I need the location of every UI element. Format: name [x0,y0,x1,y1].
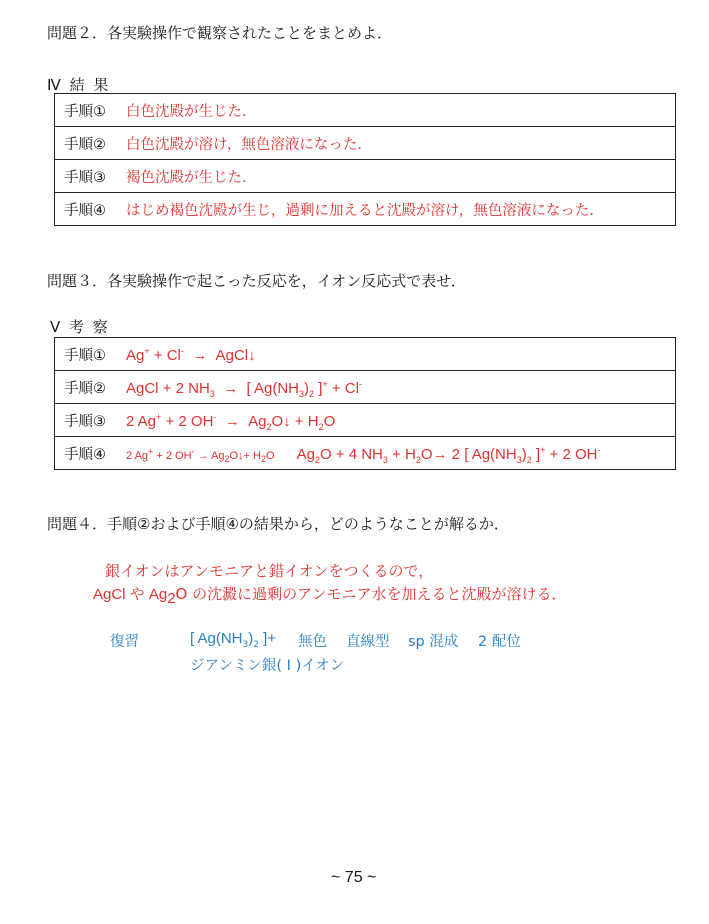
table-row [55,127,676,160]
result-text: 褐色沈殿が生じた． [126,169,257,186]
page-number: ~ 75 ~ [331,869,377,886]
review-item-colorless: 無色 [298,634,327,650]
step-label: 手順④ [64,202,106,219]
equation-3: 2 Ag+ + 2 $OH^- \to Ag_2O↓ + H_2O$ [126,411,336,432]
equation-1: Ag+ + Cl- → AgCl↓ [126,345,256,364]
review-label: 復習 [110,634,139,650]
review-item-sp: sp 混成 [408,634,459,650]
table-row [55,193,676,226]
step-label: 手順① [64,347,106,364]
discussion-table [54,337,676,470]
result-text: 白色沈殿が生じた． [126,103,257,120]
step-label: 手順② [64,380,106,397]
equation-4b: $Ag_2O + 4$ $NH_3 + H_2O\to 2$ [ $Ag(NH_3)_2$ ]+ + 2 OH- [296,444,601,465]
results-heading: Ⅳ 結 果 [47,76,111,94]
answer-line-1: 銀イオンはアンモニアと錯イオンをつくるので， [105,562,434,580]
result-text: 白色沈殿が溶け，無色溶液になった． [126,136,372,153]
table-row [55,371,676,404]
table-row [55,437,676,470]
question-3: 問題３．各実験操作で起こった反応を，イオン反応式で表せ． [47,272,466,290]
step-label: 手順③ [64,413,106,430]
table-row [55,94,676,127]
table-row [55,338,676,371]
review-item-linear: 直線型 [346,634,390,650]
step-label: 手順③ [64,169,106,186]
review-item-coordination: 2 配位 [478,634,521,650]
table-row [55,160,676,193]
question-4: 問題４．手順②および手順④の結果から，どのようなことが解るか． [47,515,509,533]
step-label: 手順① [64,103,106,120]
review-ion-name: ジアンミン銀( I )イオン [190,658,345,674]
equation-4a: 2 Ag+ + 2 $OH^- \to Ag_2O↓+ H_2O$ [126,445,275,464]
table-row [55,404,676,437]
result-text: はじめ褐色沈殿が生じ，過剰に加えると沈殿が溶け，無色溶液になった． [126,202,604,219]
discussion-heading: Ⅴ 考 察 [50,318,110,336]
answer-line-2: AgCl や $Ag_2O$ の沈澱に過剰のアンモニア水を加えると沈殿が溶ける． [93,585,567,607]
results-table [54,93,676,226]
question-2: 問題２．各実験操作で観察されたことをまとめよ． [47,24,393,42]
step-label: 手順② [64,136,106,153]
step-label: 手順④ [64,446,106,463]
review-formula: [ $Ag(NH_3)_2$ ]+ [190,630,277,650]
equation-2: AgCl + 2 $NH_3$ → [ $Ag(NH_3)_2$ ]+ + Cl- [126,378,362,399]
